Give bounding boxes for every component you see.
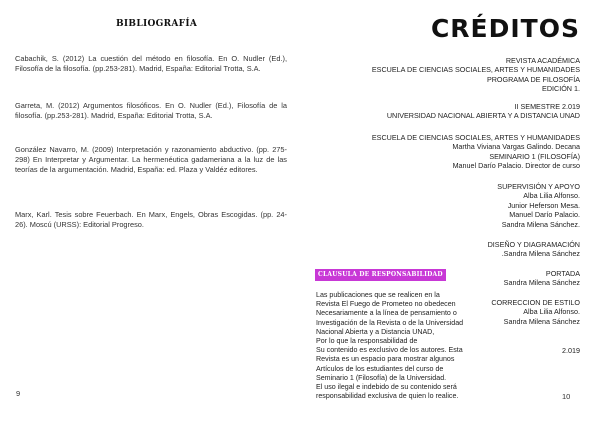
clause-line: Artículos de los estudiantes del curso de	[316, 364, 444, 373]
clause-line: responsabilidad exclusiva de quien lo realice.	[316, 392, 459, 401]
clause-line: Necesariamente a la línea de pensamiento o	[316, 309, 457, 318]
credits-heading: CORRECCION DE ESTILO	[491, 298, 580, 307]
credits-heading: SUPERVISIÓN Y APOYO	[497, 182, 580, 191]
bibliography-entry: Cabachik, S. (2012) La cuestión del método en filosofía. En O. Nudler (Ed.), Filosofía de la filosofía. (pp.253-281). Madrid, España: Editorial Trotta, S.A.	[15, 54, 287, 73]
clause-line: Investigación de la Revista o de la Universidad	[316, 318, 464, 327]
credits-line: .Sandra Milena Sánchez	[501, 249, 580, 259]
clause-line: Las publicaciones que se realicen en la	[316, 291, 440, 299]
page-number-left: 9	[16, 389, 21, 398]
credits-block-journal	[310, 56, 580, 94]
credits-block-supervision	[310, 182, 580, 229]
credits-line: EDICIÓN 1.	[542, 84, 580, 94]
credits-line: ESCUELA DE CIENCIAS SOCIALES, ARTES Y HUMANIDADES	[371, 133, 580, 142]
credits-heading: DISEÑO Y DIAGRAMACIÓN	[487, 240, 580, 249]
credits-heading: PORTADA	[545, 269, 580, 278]
credits-line: Alba Lilia Alfonso.	[523, 307, 580, 317]
credits-line: Alba Lilia Alfonso.	[523, 191, 580, 201]
credits-block-semester	[310, 102, 580, 121]
credits-line: PROGRAMA DE FILOSOFÍA	[486, 74, 580, 84]
clause-title-badge: CLAUSULA DE RESPONSABILIDAD	[315, 269, 446, 281]
credits-block-design	[310, 240, 580, 259]
credits-line: Sandra Milena Sánchez	[503, 316, 580, 326]
clause-line: Nacional Abierta y a Distancia UNAD,	[316, 327, 435, 336]
clause-line: Revista El Fuego de Prometeo no obedecen	[316, 300, 456, 309]
credits-line: Manuel Darío Palacio. Director de curso	[452, 161, 580, 171]
credits-line: II SEMESTRE 2.019	[514, 102, 580, 111]
credits-block-school	[310, 133, 580, 171]
clause-line: El uso ilegal e indebido de su contenido será	[316, 383, 457, 392]
credits-line: Junior Heferson Mesa.	[507, 200, 580, 210]
credits-line: Sandra Milena Sánchez.	[501, 219, 580, 229]
credits-line: REVISTA ACADÉMICA	[505, 56, 580, 65]
clause-line: Su contenido es exclusivo de los autores. Esta	[316, 346, 463, 355]
page-number-right: 10	[562, 392, 571, 401]
bibliography-entry: Marx, Karl. Tesis sobre Feuerbach. En Marx, Engels, Obras Escogidas. (pp. 24-26). Moscú (URSS): Editorial Progreso.	[15, 210, 287, 229]
bibliography-entry: Garreta, M. (2012) Argumentos filosóficos. En O. Nudler (Ed.), Filosofía de la filosofía. (pp.253-281). Madrid, España: Editorial Trotta, S.A.	[15, 101, 287, 120]
credits-line: Sandra Milena Sánchez	[503, 278, 580, 288]
credits-line: UNIVERSIDAD NACIONAL ABIERTA Y A DISTANCIA UNAD	[386, 111, 580, 121]
bibliography-title: BIBLIOGRAFÍA	[116, 19, 198, 29]
clause-line: Revista es un espacio para mostrar algunos	[316, 355, 455, 364]
credits-title: CRÉDITOS	[430, 14, 580, 43]
bibliography-entry: González Navarro, M. (2009) Interpretación y razonamiento abductivo. (pp. 275-298) En Interpretar y Argumentar. La hermenéutica gadameriana a la luz de las teorías de la argumentación. Madrid, España: ed. Plaza y Valdéz editores.	[15, 145, 287, 174]
clause-line: Por lo que la responsabilidad de	[316, 337, 418, 346]
credits-year: 2.019	[562, 346, 580, 355]
credits-line: Martha Viviana Vargas Galindo. Decana	[452, 142, 580, 152]
credits-line: SEMINARIO 1 (FILOSOFÍA)	[489, 151, 580, 161]
clause-text	[316, 291, 476, 401]
credits-line: ESCUELA DE CIENCIAS SOCIALES, ARTES Y HUMANIDADES	[371, 65, 580, 75]
credits-line: Manuel Darío Palacio.	[509, 210, 580, 220]
clause-line: Seminario 1 (Filosofía) de la Universidad.	[316, 373, 447, 382]
